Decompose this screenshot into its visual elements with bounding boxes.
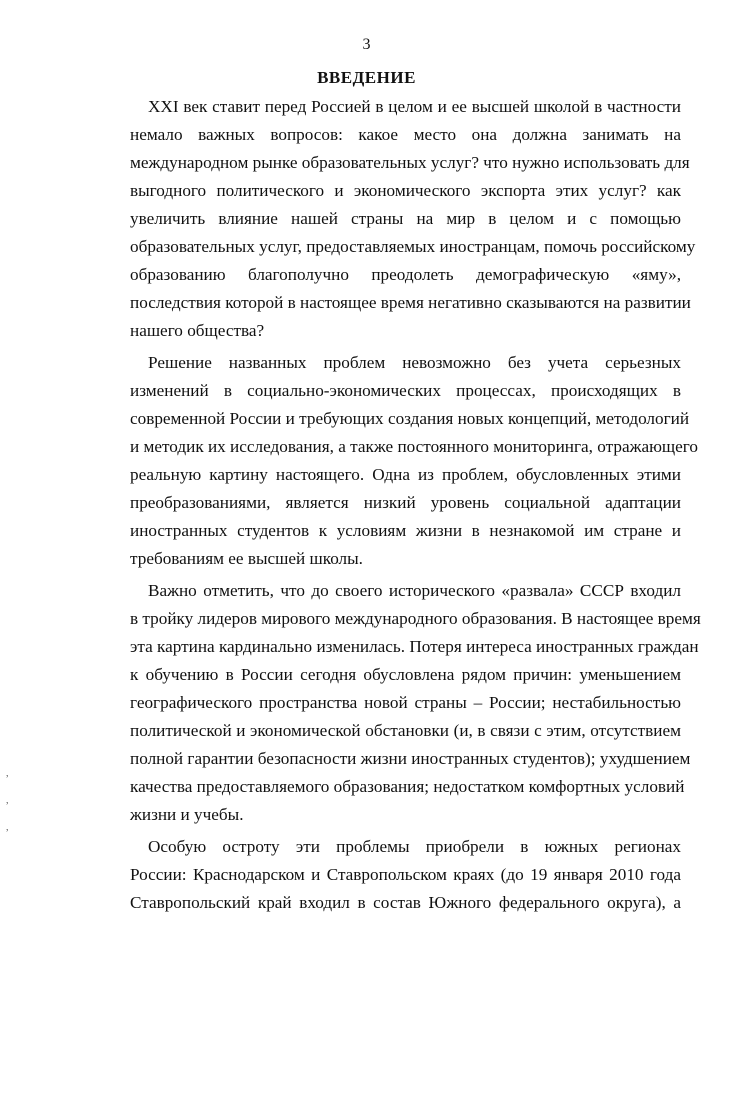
text-line: Особую остроту эти проблемы приобрели в южных регионах [148, 837, 681, 856]
text-line: Ставропольский край входил в состав Южного федерального округа), а [130, 893, 681, 912]
text-line: выгодного политического и экономического экспорта этих услуг? как [130, 181, 681, 200]
text-line: России: Краснодарском и Ставропольском краях (до 19 января 2010 года [130, 865, 681, 884]
text-line: Решение названных проблем невозможно без учета серьезных [148, 353, 681, 372]
text-line: реальную картину настоящего. Одна из проблем, обусловленных этими [130, 465, 681, 484]
text-line: XXI век ставит перед Россией в целом и ее высшей школой в частности [148, 97, 681, 116]
text-line: требованиям ее высшей школы. [130, 549, 363, 568]
scan-mark: , [6, 768, 9, 779]
text-line: иностранных студентов к условиям жизни в незнакомой им стране и [130, 521, 681, 540]
scan-mark: , [6, 795, 9, 806]
text-line: географического пространства новой страны – России; нестабильностью [130, 693, 681, 712]
text-line: изменений в социально-экономических процессах, происходящих в [130, 381, 681, 400]
text-line: политической и экономической обстановки (и, в связи с этим, отсутствием [130, 721, 681, 740]
text-line: современной России и требующих создания новых концепций, методологий [130, 409, 690, 428]
text-line: образовательных услуг, предоставляемых иностранцам, помочь российскому [130, 237, 696, 256]
paragraph-2 [130, 349, 698, 573]
text-line: и методик их исследования, а также постоянного мониторинга, отражающего [130, 437, 698, 456]
text-line: эта картина кардинально изменилась. Потеря интереса иностранных граждан [130, 637, 699, 656]
text-line: нашего общества? [130, 321, 265, 340]
page-number: 3 [362, 36, 371, 53]
text-line: последствия которой в настоящее время негативно сказываются на развитии [130, 293, 691, 312]
paragraph-1 [130, 93, 696, 345]
text-line: к обучению в России сегодня обусловлена рядом причин: уменьшением [130, 665, 681, 684]
body-text [130, 93, 701, 917]
section-heading: ВВЕДЕНИЕ [317, 68, 416, 87]
text-line: в тройку лидеров мирового международного образования. В настоящее время [130, 609, 701, 628]
scan-mark: , [6, 822, 9, 833]
text-line: образованию благополучно преодолеть демографическую «яму», [130, 265, 681, 284]
text-line: жизни и учебы. [130, 805, 244, 824]
paragraph-3 [130, 577, 701, 829]
text-line: немало важных вопросов: какое место она должна занимать на [130, 125, 681, 144]
paragraph-4 [130, 833, 681, 917]
text-line: преобразованиями, является низкий уровень социальной адаптации [130, 493, 681, 512]
text-line: увеличить влияние нашей страны на мир в целом и с помощью [130, 209, 681, 228]
text-line: качества предоставляемого образования; недостатком комфортных условий [130, 777, 685, 796]
text-line: международном рынке образовательных услуг? что нужно использовать для [130, 153, 690, 172]
text-line: Важно отметить, что до своего исторического «развала» СССР входил [148, 581, 681, 600]
text-line: полной гарантии безопасности жизни иностранных студентов); ухудшением [130, 749, 691, 768]
